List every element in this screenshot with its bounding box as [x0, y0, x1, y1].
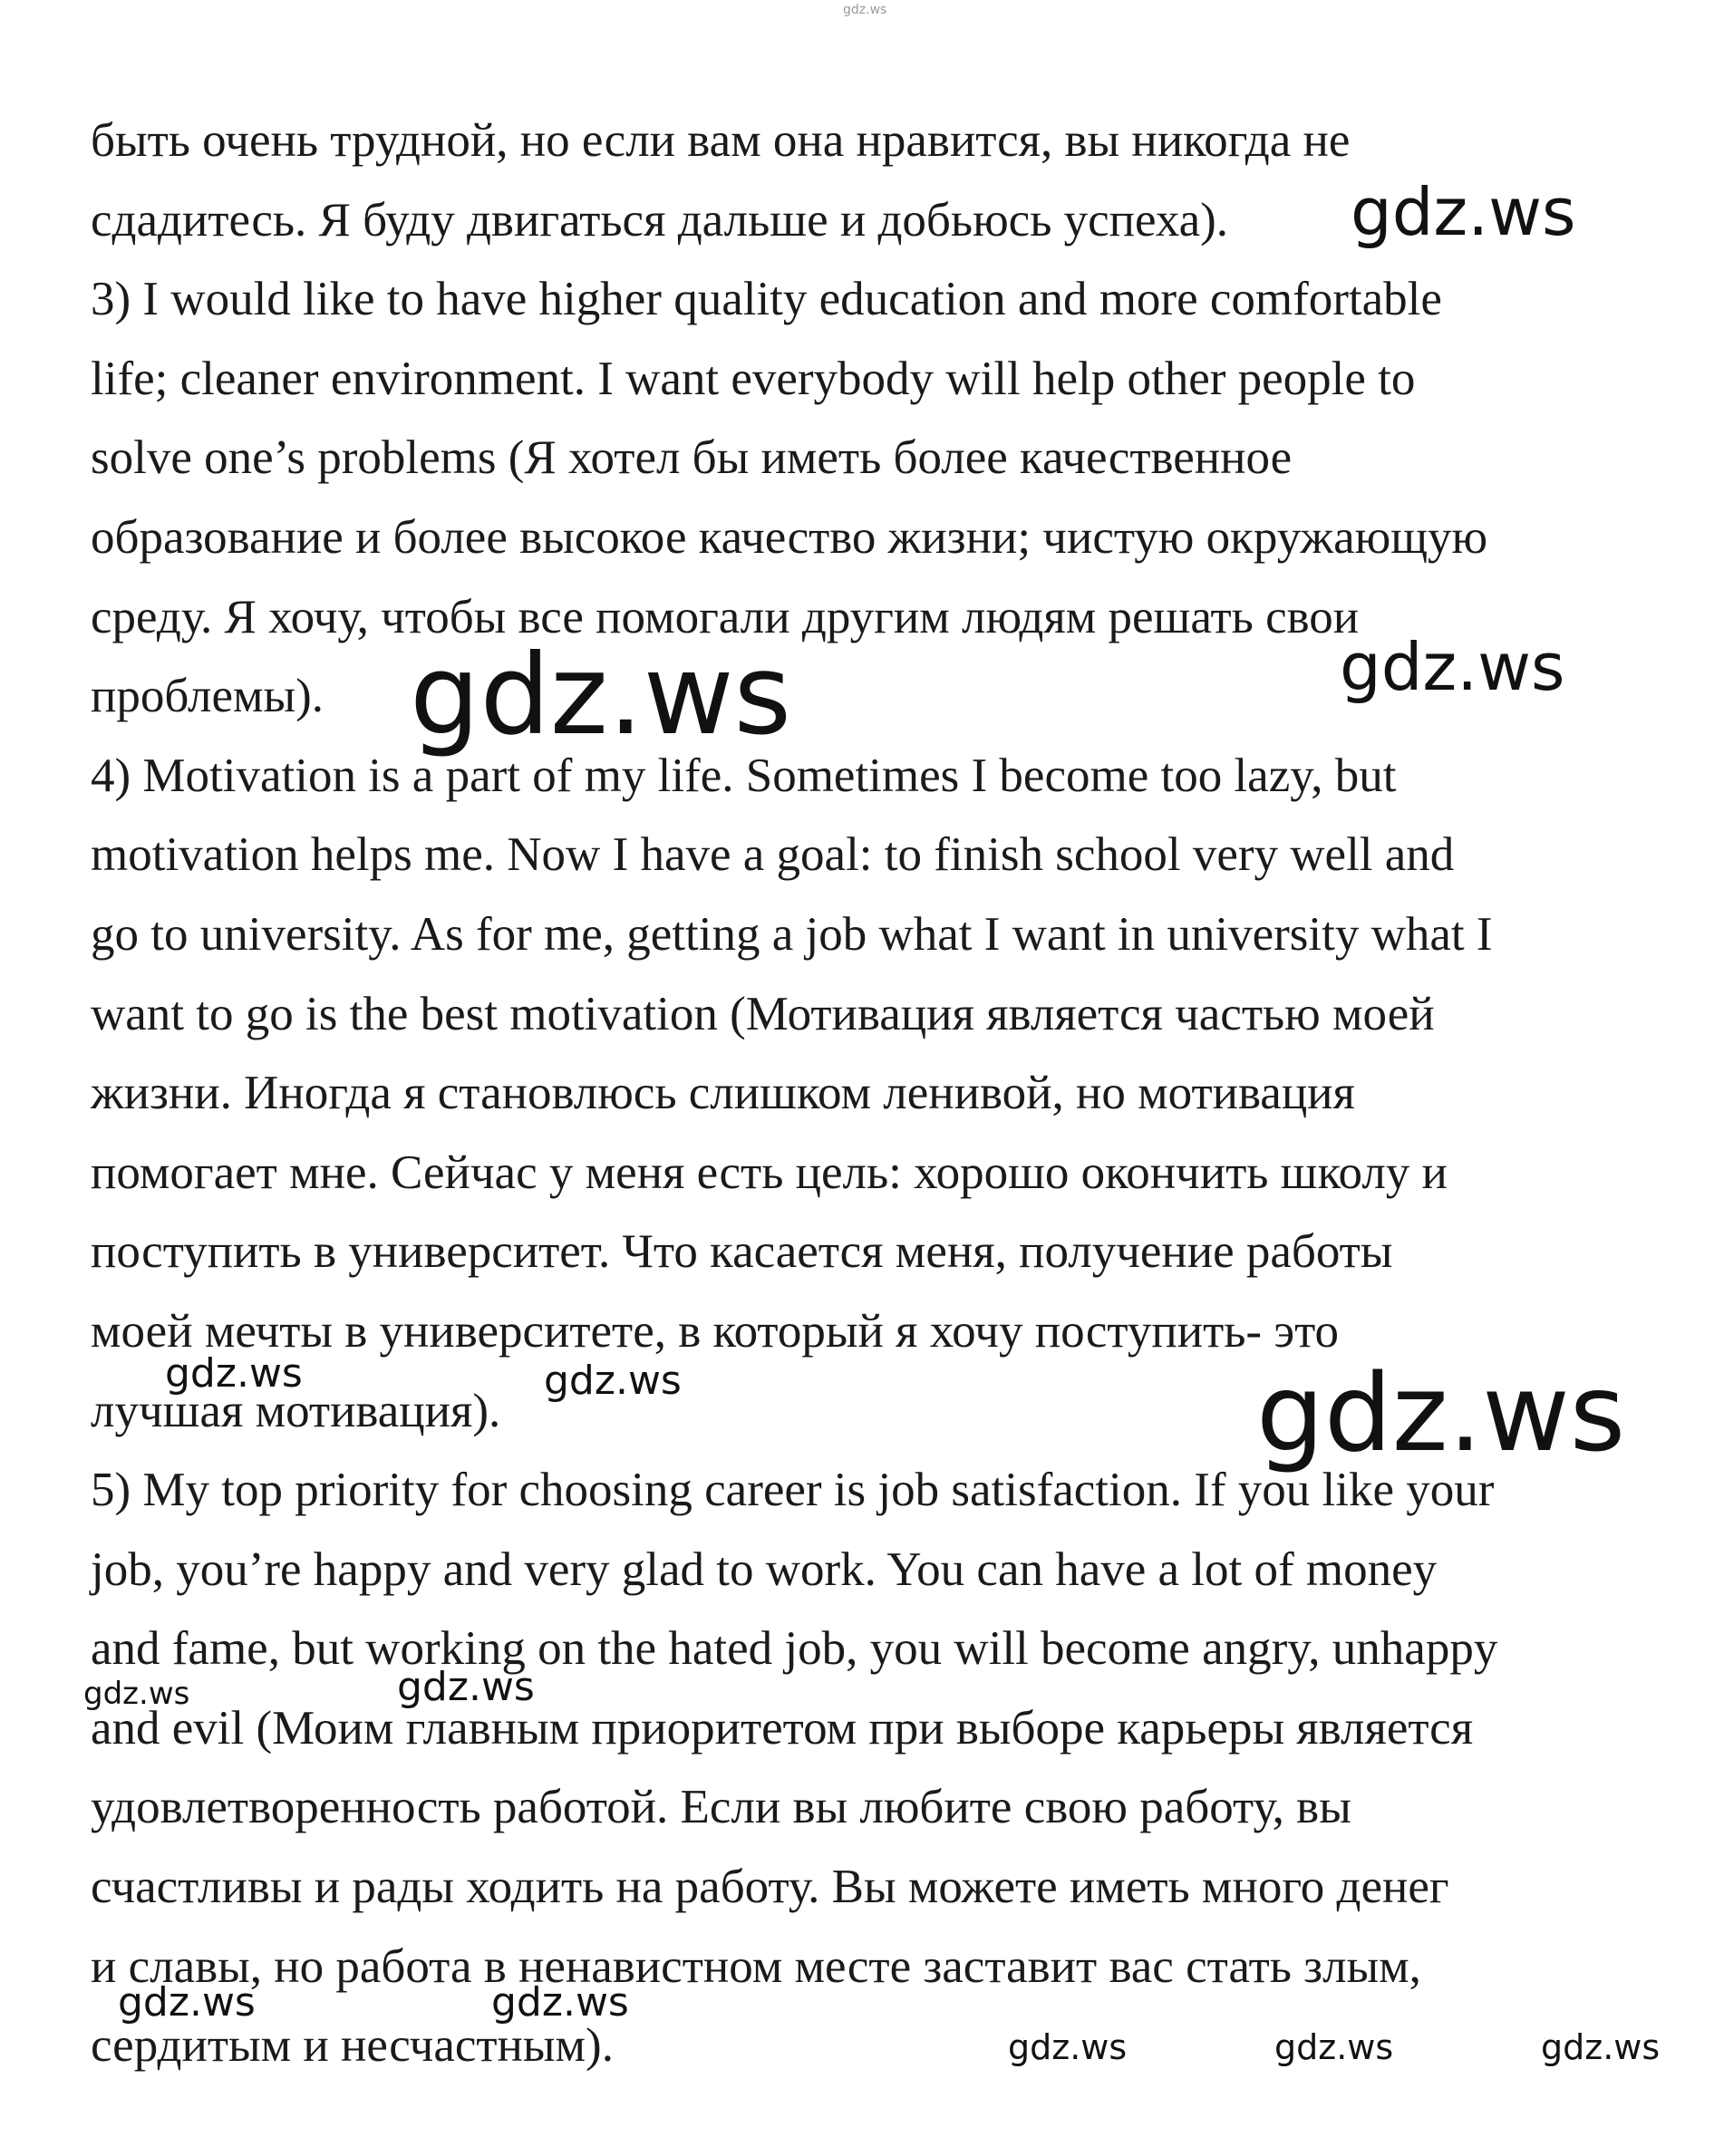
text-line: лучшая мотивация). [91, 1384, 501, 1437]
watermark: gdz.ws [1541, 2027, 1661, 2067]
watermark: gdz.ws [843, 3, 887, 17]
text-line: быть очень трудной, но если вам она нравится, вы никогда не [91, 114, 1351, 167]
text-line: среду. Я хочу, чтобы все помогали другим людям решать свои [91, 590, 1360, 643]
text-line: проблемы). [91, 670, 324, 723]
text-line: 5) My top priority for choosing career is job satisfaction. If you like your [91, 1464, 1495, 1517]
text-line: образование и более высокое качество жизни; чистую окружающую [91, 510, 1488, 564]
text-line: моей мечты в университете, в который я хочу поступить- это [91, 1304, 1340, 1358]
watermark: gdz.ws [165, 1350, 303, 1397]
text-line: 4) Motivation is a part of my life. Sometimes I become too lazy, but [91, 749, 1397, 802]
watermark: gdz.ws [410, 631, 792, 759]
watermark: gdz.ws [1340, 629, 1565, 705]
watermark: gdz.ws [1008, 2027, 1128, 2067]
text-line: счастливы и рады ходить на работу. Вы можете иметь много денег [91, 1861, 1449, 1914]
text-line: жизни. Иногда я становлюсь слишком ленивой, но мотивация [91, 1067, 1355, 1120]
text-line: сдадитесь. Я буду двигаться дальше и добьюсь успеха). [91, 193, 1229, 247]
watermark: gdz.ws [544, 1358, 682, 1404]
text-line: go to university. As for me, getting a job what I want in university what I [91, 907, 1493, 961]
text-line: поступить в университет. Что касается меня, получение работы [91, 1225, 1393, 1279]
text-line: и славы, но работа в ненавистном месте заставит вас стать злым, [91, 1939, 1421, 1993]
watermark: gdz.ws [1351, 174, 1576, 250]
watermark: gdz.ws [83, 1676, 190, 1712]
text-line: помогает мне. Сейчас у меня есть цель: хорошо окончить школу и [91, 1146, 1448, 1199]
text-line: and evil (Моим главным приоритетом при выборе карьеры является [91, 1701, 1474, 1755]
text-line: and fame, but working on the hated job, you will become angry, unhappy [91, 1622, 1498, 1676]
text-line: сердитым и несчастным). [91, 2019, 614, 2073]
text-line: job, you’re happy and very glad to work. You can have a lot of money [91, 1542, 1438, 1596]
watermark: gdz.ws [118, 1979, 256, 2025]
text-line: life; cleaner environment. I want everybody will help other people to [91, 352, 1416, 405]
text-line: удовлетворенность работой. Если вы любите свою работу, вы [91, 1781, 1351, 1834]
text-line: motivation helps me. Now I have a goal: to finish school very well and [91, 828, 1455, 882]
document-body [91, 102, 1668, 2086]
watermark: gdz.ws [1274, 2027, 1394, 2067]
watermark: gdz.ws [1256, 1350, 1626, 1475]
text-line: want to go is the best motivation (Мотивация является частью моей [91, 987, 1435, 1040]
text-line: 3) I would like to have higher quality education and more comfortable [91, 273, 1442, 326]
watermark: gdz.ws [491, 1979, 629, 2025]
watermark: gdz.ws [397, 1664, 535, 1710]
text-line: solve one’s problems (Я хотел бы иметь более качественное [91, 431, 1293, 485]
